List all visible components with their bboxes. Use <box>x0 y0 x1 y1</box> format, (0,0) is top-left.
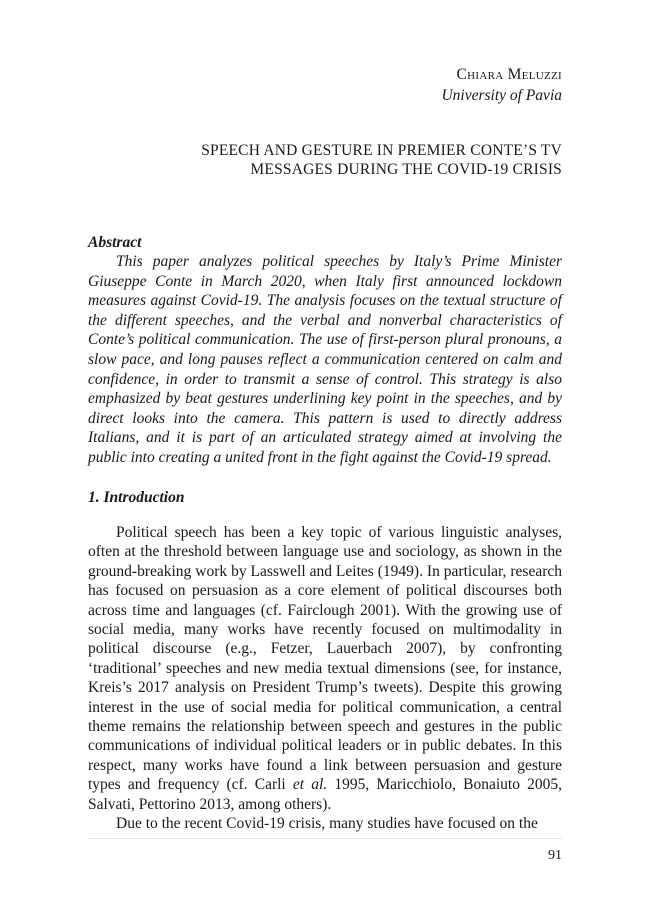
author-name: Chiara Meluzzi <box>456 66 562 83</box>
page-number: 91 <box>548 848 562 863</box>
body-paragraph-1-end: 1995, Maricchiolo, Bonaiuto 2005, Salvati, Pettorino 2013, among others). <box>88 776 562 813</box>
abstract-text: This paper analyzes political speeches by Italy’s Prime Minister Giuseppe Conte in March 2020, when Italy first announced lockdown measures against Covid-19. The analysis focuses on the textual structure of the different speeches, and the verbal and nonverbal characteristics of Conte’s political communication. The use of first-person plural pronouns, a slow pace, and long pauses reflect a communication centered on calm and confidence, in order to transmit a sense of control. This strategy is also emphasized by beat gestures underlining key point in the speeches, and by direct looks into the camera. This pattern is used to directly address Italians, and it is part of an articulated strategy aimed at involving the public into creating a united front in the fight against the Covid-19 spread. <box>88 253 562 466</box>
author-block <box>441 64 562 106</box>
abstract-section <box>88 233 562 468</box>
section-heading-introduction: 1. Introduction <box>88 489 185 506</box>
introduction-body <box>88 523 562 834</box>
abstract-heading: Abstract <box>88 234 142 251</box>
paper-title <box>142 141 562 179</box>
body-paragraph-1-etal: et al. <box>292 776 328 794</box>
body-paragraph-1 <box>88 523 562 814</box>
footer-divider <box>88 838 562 839</box>
body-paragraph-2: Due to the recent Covid-19 crisis, many studies have focused on the <box>116 815 538 833</box>
author-affiliation: University of Pavia <box>441 87 562 104</box>
paper-title-line-2: MESSAGES DURING THE COVID-19 CRISIS <box>250 161 562 178</box>
paper-title-line-1: SPEECH AND GESTURE IN PREMIER CONTE’S TV <box>201 142 562 159</box>
body-paragraph-1-text: Political speech has been a key topic of various linguistic analyses, often at the threshold between language use and sociology, as shown in the ground-breaking work by Lasswell and Leites (1949). In particular, research has focused on persuasion as a core element of political discourses both across time and languages (cf. Fairclough 2001). With the growing use of social media, many works have recently focused on multimodality in political discourse (e.g., Fetzer, Lauerbach 2007), by confronting ‘traditional’ speeches and new media textual dimensions (see, for instance, Kreis’s 2017 analysis on President Trump’s tweets). Despite this growing interest in the use of social media for political communication, a central theme remains the relationship between speech and gestures in the public communications of individual political leaders or in public debates. In this respect, many works have found a link between persuasion and gesture types and frequency (cf. Carli <box>88 524 562 794</box>
